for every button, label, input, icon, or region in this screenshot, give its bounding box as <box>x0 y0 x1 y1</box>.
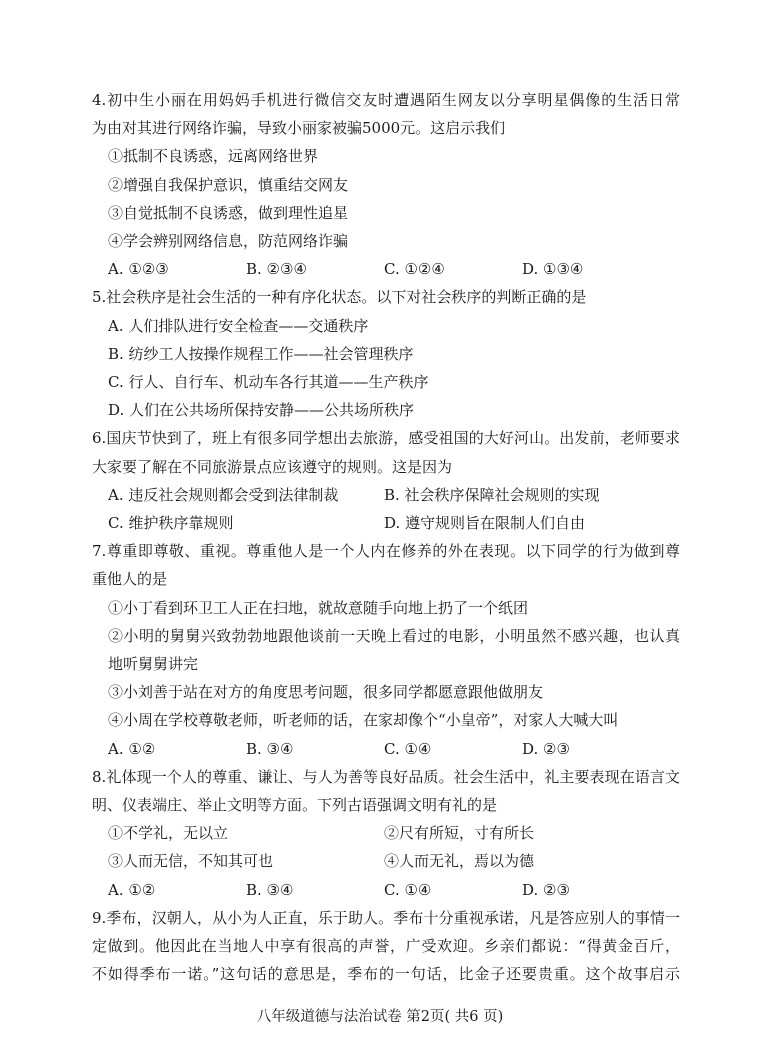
statement-row <box>92 819 680 847</box>
statement: ④学会辨别网络信息，防范网络诈骗 <box>108 232 349 251</box>
answer-options <box>92 255 680 283</box>
statement: ③自觉抵制不良诱惑，做到理性追星 <box>108 203 349 222</box>
option-b: B. ③④ <box>246 880 294 899</box>
question-stem-line: 4.初中生小丽在用妈妈手机进行微信交友时遭遇陌生网友以分享明星偶像的生活日常 <box>92 91 680 109</box>
question-stem-line: 7.尊重即尊敬、重视。尊重他人是一个人内在修养的外在表现。以下同学的行为做到尊 <box>92 542 680 561</box>
answer-options <box>92 876 680 904</box>
option-a: A. 人们排队进行安全检查——交通秩序 <box>108 316 369 335</box>
option-c: C. ①④ <box>384 880 432 899</box>
option-d: D. 遵守规则旨在限制人们自由 <box>384 514 586 533</box>
statement: ④小周在学校尊敬老师，听老师的话，在家却像个“小皇帝”，对家人大喊大叫 <box>108 711 619 730</box>
option-c: C. ①④ <box>384 739 432 758</box>
question-stem-line: 定做到。他因此在当地人中享有很高的声誉，广受欢迎。乡亲们都说：“得黄金百斤， <box>92 937 680 956</box>
answer-options <box>92 509 680 537</box>
option-b: B. 社会秩序保障社会规则的实现 <box>384 485 600 504</box>
statement: ③小刘善于站在对方的角度思考问题，很多同学都愿意跟他做朋友 <box>108 683 544 702</box>
statement: ④人而无礼，焉以为德 <box>384 852 535 871</box>
question-stem-line: 8.礼体现一个人的尊重、谦让、与人为善等良好品质。社会生活中，礼主要表现在语言文 <box>92 767 680 786</box>
option-d: D. ①③④ <box>522 260 584 279</box>
question-stem-line: 不如得季布一诺。”这句话的意思是，季布的一句话，比金子还要贵重。这个故事启示 <box>92 965 680 984</box>
statement-row <box>92 847 680 875</box>
statement: ②增强自我保护意识，慎重结交网友 <box>108 175 349 194</box>
statement-continuation: 地听舅舅讲完 <box>108 655 199 674</box>
answer-options <box>92 735 680 763</box>
option-c: C. ①②④ <box>384 260 445 279</box>
statement: ①不学礼，无以立 <box>108 824 229 843</box>
statement: ①小丁看到环卫工人正在扫地，就故意随手向地上扔了一个纸团 <box>108 598 529 617</box>
option-d: D. 人们在公共场所保持安静——公共场所秩序 <box>108 401 415 420</box>
question-stem-line: 6.国庆节快到了，班上有很多同学想出去旅游，感受祖国的大好河山。出发前，老师要求 <box>92 429 680 448</box>
option-d: D. ②③ <box>522 880 570 899</box>
option-b: B. 纺纱工人按操作规程工作——社会管理秩序 <box>108 344 414 363</box>
option-a: A. ①② <box>108 880 156 899</box>
question-7 <box>92 537 680 763</box>
question-stem-line: 重他人的是 <box>92 570 168 589</box>
option-b: B. ②③④ <box>246 260 307 279</box>
question-4 <box>92 86 680 283</box>
option-c: C. 行人、自行车、机动车各行其道——生产秩序 <box>108 373 429 392</box>
question-stem-line: 9.季布，汉朝人，从小为人正直，乐于助人。季布十分重视承诺，凡是答应别人的事情一 <box>92 908 680 927</box>
question-stem-line: 明、仪表端庄、举止文明等方面。下列古语强调文明有礼的是 <box>92 796 498 815</box>
option-a: A. ①② <box>108 739 156 758</box>
question-stem-line: 为由对其进行网络诈骗，导致小丽家被骗5000元。这启示我们 <box>92 119 506 138</box>
question-stem-line: 大家要了解在不同旅游景点应该遵守的规则。这是因为 <box>92 457 453 476</box>
question-9 <box>92 904 680 989</box>
question-8 <box>92 763 680 904</box>
option-c: C. 维护秩序靠规则 <box>108 514 234 533</box>
question-5 <box>92 283 680 424</box>
option-b: B. ③④ <box>246 739 294 758</box>
page-footer: 八年级道德与法治试卷 第2页( 共6 页) <box>256 1009 504 1025</box>
option-d: D. ②③ <box>522 739 570 758</box>
answer-options <box>92 481 680 509</box>
option-a: A. 违反社会规则都会受到法律制裁 <box>108 485 339 504</box>
statement: ②小明的舅舅兴致勃勃地跟他谈前一天晚上看过的电影，小明虽然不感兴趣，也认真 <box>108 626 680 645</box>
statement: ②尺有所短，寸有所长 <box>384 824 535 843</box>
option-a: A. ①②③ <box>108 260 169 279</box>
statement: ③人而无信，不知其可也 <box>108 852 274 871</box>
question-6 <box>92 424 680 537</box>
question-stem-line: 5.社会秩序是社会生活的一种有序化状态。以下对社会秩序的判断正确的是 <box>92 288 587 307</box>
statement: ①抵制不良诱惑，远离网络世界 <box>108 147 319 166</box>
